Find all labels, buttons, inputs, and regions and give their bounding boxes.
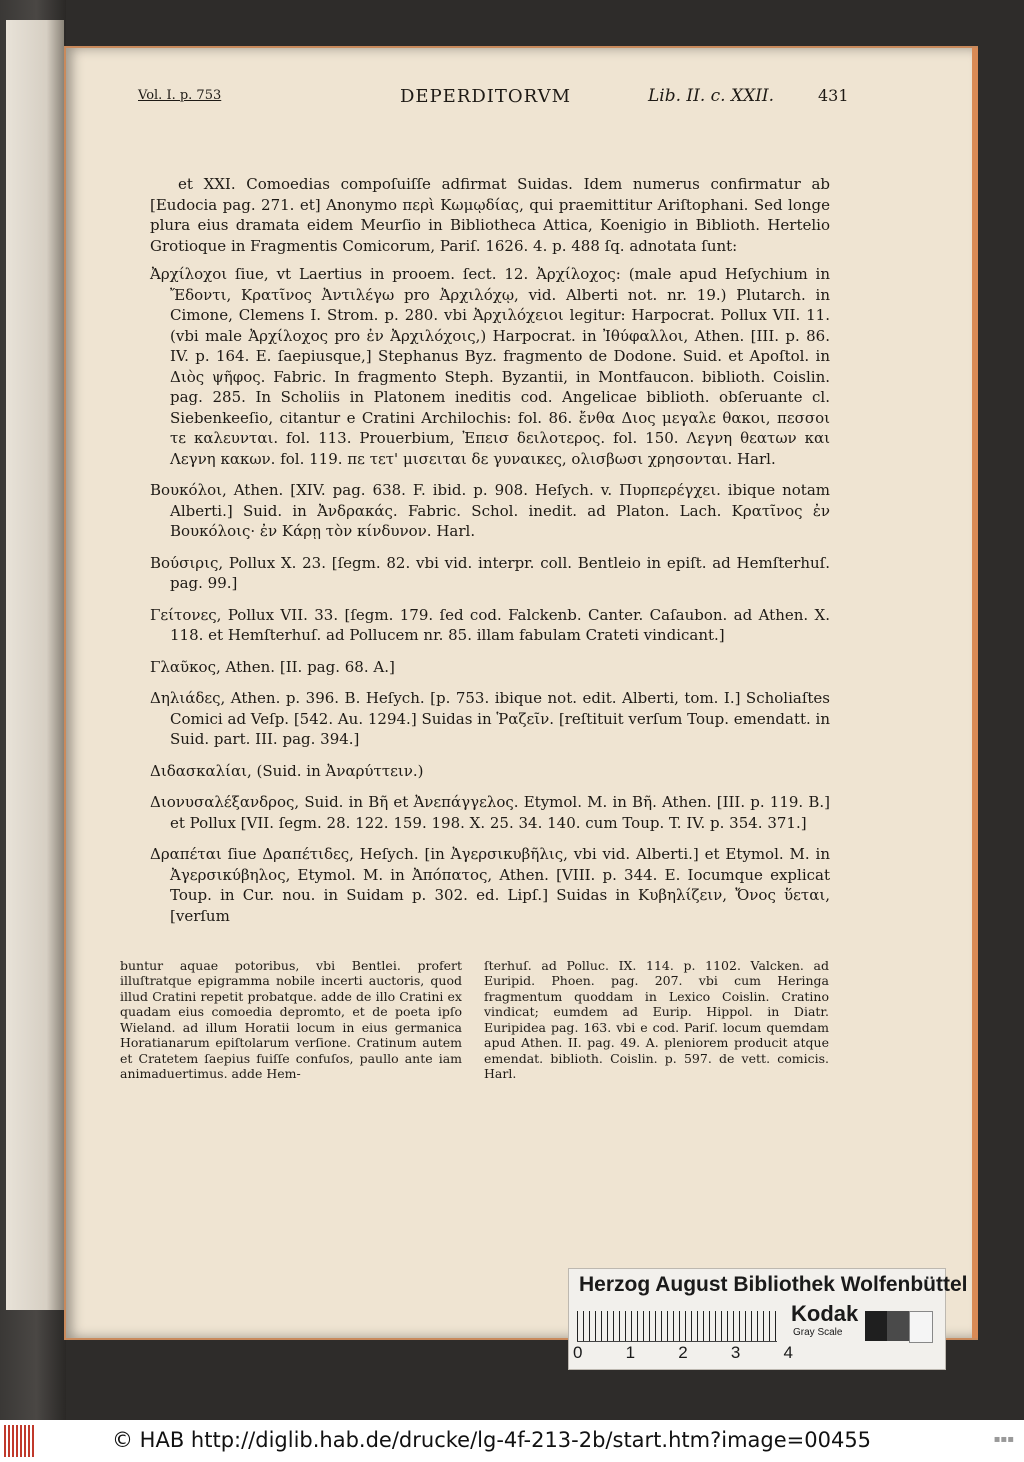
ruler-number: 2 — [678, 1343, 688, 1362]
entry-geitones: Γείτονες, Pollux VII. 33. [ſegm. 179. ſed cod. Falckenb. Canter. Caſaubon. ad Athen. X. 118. et Hemſterhuſ. ad Pollucem nr. 85. illam fabulam Crateti vindicant.] — [150, 605, 830, 644]
entry-dionysalexandros: Διονυσαλέξανδρος, Suid. in Βῆ et Ἀνεπάγγελος. Etymol. M. in Βῆ. Athen. [III. p. 119. B.] et Pollux [VII. ſegm. 28. 122. 159. 198. X. 25. 34. 140. cum Toup. T. IV. p. 354. 371.] — [150, 793, 830, 832]
kodak-logo: Kodak — [791, 1301, 859, 1326]
gray-swatch-dark — [865, 1311, 887, 1341]
ruler-number: 4 — [783, 1343, 793, 1362]
entry-didaskaliai: Διδασκαλίαι, (Suid. in Ἀναρύττειν.) — [150, 761, 424, 780]
page-edge-border — [972, 48, 978, 1338]
ruler-number: 3 — [730, 1343, 741, 1362]
ruler-numbers — [573, 1343, 793, 1363]
gray-scale-caption: Gray Scale — [793, 1327, 843, 1338]
book-chapter-reference: Lib. II. c. XXII. — [648, 86, 775, 106]
hab-logo-icon — [4, 1425, 36, 1457]
entry-boukoloi: Βουκόλοι, Athen. [XIV. pag. 638. F. ibid. p. 908. Heſych. v. Πυρπερέγχει. ibique notam Alberti.] Suid. in Ἀνδρακάς. Fabric. Schol. inedit. ad Platon. Lach. Κρατῖνος ἐν Βουκόλοις· ἐν Κάρῃ τὸν κίνδυνον. Harl. — [150, 481, 830, 540]
running-header — [138, 86, 850, 112]
footer-dots-icon: ▪▪▪ — [993, 1434, 1014, 1445]
ruler-number: 1 — [625, 1343, 636, 1362]
ruler-scale — [577, 1311, 777, 1342]
adjacent-page-strip — [0, 0, 66, 1420]
ruler-number: 0 — [573, 1343, 583, 1362]
entry-bousiris: Βούσιρις, Pollux X. 23. [ſegm. 82. vbi vid. interpr. coll. Bentleio in epiſt. ad Hemſterhuſ. pag. 99.] — [150, 553, 830, 592]
intro-paragraph: et XXI. Comoedias compoſuiſſe adfirmat Suidas. Idem numerus confirmatur ab [Eudocia pag. 271. et] Anonymo περὶ Κωμῳδίας, qui praemittitur Ariſtophani. Sed longe plura eius dramata eidem Meurſio in Bibliotheca Attica, Koenigio in Biblioth. Hertelio Grotioque in Fragmentis Comicorum, Pariſ. 1626. 4. p. 488 ſq. adnotata ſunt: — [150, 175, 830, 255]
main-text — [150, 174, 830, 937]
footnote-right-column: ſterhuſ. ad Polluc. IX. 114. p. 1102. Valcken. ad Euripid. Phoen. pag. 207. vbi cum Heringa fragmentum quoddam in Lexico Coislin. Cratino vindicat; eumdem ad Eurip. Hippol. in Diatr. Euripidea pag. 163. vbi e cod. Pariſ. locum quemdam apud Athen. II. pag. 49. A. pleniorem producit atque emendat. biblioth. Coislin. p. 597. de vett. comicis. Harl. — [484, 957, 829, 1081]
adjacent-page-edge — [6, 20, 64, 1310]
footnote-left-column: buntur aquae potoribus, vbi Bentlei. profert illuſtratque epigramma nobile incerti auctoris, quod illud Cratini repetit probatque. adde de illo Cratini ex quadam eius comoedia depromto, et de poeta ipſo Wieland. ad illum Horatii locum in eius germanica Horatianarum epiſtolarum verſione. Cratinum autem et Cratetem ſaepius fuiſſe confuſos, paullo ante iam animaduertimus. adde Hem- — [120, 957, 462, 1081]
library-color-scale-label — [568, 1268, 968, 1370]
footer-bar — [0, 1420, 1024, 1462]
entry-glaukos: Γλαῦκος, Athen. [II. pag. 68. A.] — [150, 657, 395, 676]
gray-swatch-light — [909, 1311, 933, 1343]
entry-drapetai: Δραπέται ſiue Δραπέτιδες, Heſych. [in Ἀγερσικυβῆλις, vbi vid. Alberti.] et Etymol. M. in Ἀγερσικύβηλος, Etymol. M. in Ἀπόπατος, Athen. [VIII. p. 344. E. Iocumque explicat Toup. in Cur. nou. in Suidam p. 302. ed. Lipſ.] Suidas in Κυβηλίζειν, Ὄνος ὕεται, [verſum — [150, 845, 830, 925]
page-number: 431 — [818, 86, 849, 105]
running-title: DEPERDITORVM — [400, 86, 572, 107]
volume-reference: Vol. I. p. 753 — [138, 88, 222, 103]
entry-deliades: Δηλιάδες, Athen. p. 396. B. Heſych. [p. 753. ibique not. edit. Alberti, tom. I.] Scholiaſtes Comici ad Veſp. [542. Au. 1294.] Suidas in Ῥαζεῖν. [reſtituit verſum Toup. emendatt. in Suid. part. III. pag. 394.] — [150, 689, 831, 748]
source-url[interactable]: © HAB http://diglib.hab.de/drucke/lg-4f-213-2b/start.htm?image=00455 — [112, 1428, 872, 1452]
library-name: Herzog August Bibliothek Wolfenbüttel — [579, 1273, 968, 1296]
gray-swatch-mid — [887, 1311, 909, 1341]
entry-archilochoi: Ἀρχίλοχοι ſiue, vt Laertius in prooem. ſect. 12. Ἀρχίλοχος: (male apud Heſychium in Ἔδοντι, Κρατῖνος Ἀντιλέγω pro Ἀρχιλόχῳ, vid. Alberti not. nr. 19.) Plutarch. in Cimone, Clemens I. Strom. p. 280. vbi Ἀρχιλόχειοι legitur: Harpocrat. Pollux VII. 11. (vbi male Ἀρχίλοχος pro ἐν Ἀρχιλόχοις,) Harpocrat. in Ἰθύφαλλοι, Athen. [III. p. 86. IV. p. 164. E. ſaepiusque,] Stephanus Byz. fragmento de Dodone. Suid. et Apoſtol. in Διὸς ψῆφος. Fabric. In fragmento Steph. Byzantii, in Montfaucon. biblioth. Coislin. pag. 285. In Scholiis in Platonem ineditis cod. Angelicae biblioth. obſeruante cl. Siebenkeeſio, citantur e Cratini Archilochis: fol. 86. ἔνθα Διος μεγαλε θακοι, πεσσοι τε καλευνται. fol. 113. Prouerbium, Ἐπεισ δειλοτερος. fol. 150. Λεγνη θεατων και Λεγνη κακων. fol. 119. πε τετ' μισειται δε γυναικες, ολισβωσι χρησονται. Harl. — [150, 265, 830, 468]
